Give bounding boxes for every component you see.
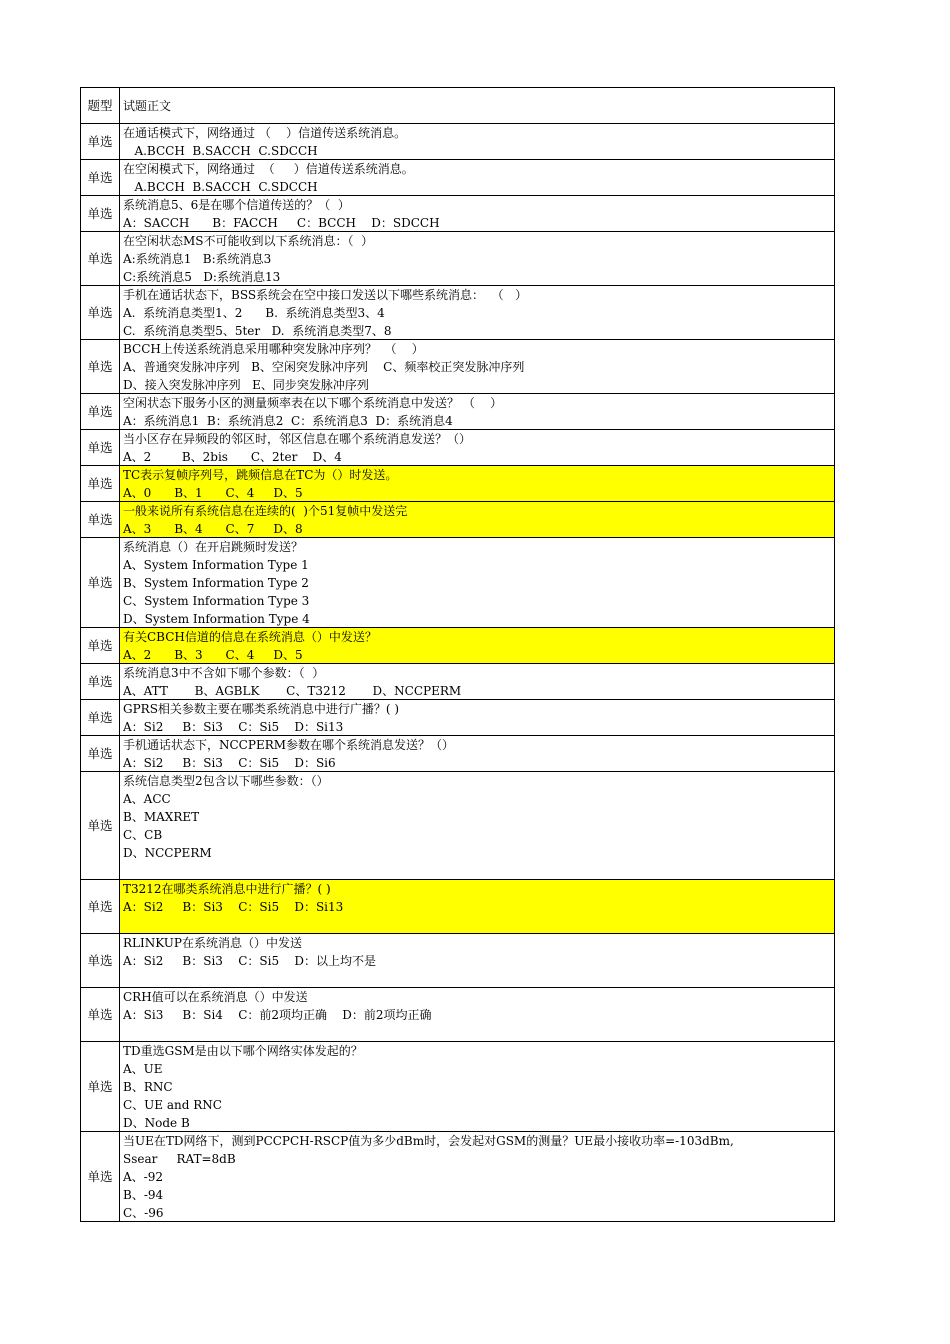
- question-option: A.BCCH B.SACCH C.SDCCH: [123, 144, 318, 158]
- question-text-cell[interactable]: [120, 502, 835, 538]
- question-option: A.BCCH B.SACCH C.SDCCH: [123, 180, 318, 194]
- question-text-cell[interactable]: [120, 160, 835, 196]
- question-text-cell[interactable]: [120, 430, 835, 466]
- question-option: B、System Information Type 2: [123, 576, 309, 590]
- question-option: A：Si2 B：Si3 C：Si5 D：Si13: [123, 720, 344, 734]
- question-stem: 当小区存在异频段的邻区时，邻区信息在哪个系统消息发送？（）: [123, 432, 472, 446]
- question-type-cell[interactable]: 单选: [81, 1132, 120, 1222]
- question-stem: 在空闲模式下，网络通过 （ ）信道传送系统消息。: [123, 162, 414, 176]
- question-text-cell[interactable]: [120, 934, 835, 988]
- question-option: A：系统消息1 B：系统消息2 C：系统消息3 D：系统消息4: [123, 414, 453, 428]
- question-option: C、UE and RNC: [123, 1098, 222, 1112]
- question-type-cell[interactable]: 单选: [81, 1042, 120, 1132]
- question-option: A、0 B、1 C、4 D、5: [123, 486, 303, 500]
- question-row: [81, 700, 835, 736]
- question-type-cell[interactable]: 单选: [81, 124, 120, 160]
- question-option: D、Node B: [123, 1116, 190, 1130]
- question-option: D、NCCPERM: [123, 846, 212, 860]
- question-type-cell[interactable]: 单选: [81, 502, 120, 538]
- question-stem: 系统消息5、6是在哪个信道传送的？（ ）: [123, 198, 350, 212]
- question-type-cell[interactable]: 单选: [81, 430, 120, 466]
- question-text-cell[interactable]: [120, 736, 835, 772]
- question-stem: 有关CBCH信道的信息在系统消息（）中发送？: [123, 630, 377, 644]
- question-row: [81, 772, 835, 880]
- question-stem: 系统消息（）在开启跳频时发送？: [123, 540, 304, 554]
- question-stem: RLINKUP在系统消息（）中发送: [123, 936, 302, 950]
- question-type-cell[interactable]: 单选: [81, 880, 120, 934]
- question-type-cell[interactable]: 单选: [81, 934, 120, 988]
- question-option: A. 系统消息类型1、2 B. 系统消息类型3、4: [123, 306, 385, 320]
- question-row: [81, 124, 835, 160]
- question-row: [81, 736, 835, 772]
- question-type-cell[interactable]: 单选: [81, 538, 120, 628]
- question-row: [81, 628, 835, 664]
- question-type-cell[interactable]: 单选: [81, 196, 120, 232]
- question-row: [81, 664, 835, 700]
- question-text-cell[interactable]: [120, 628, 835, 664]
- question-row: [81, 430, 835, 466]
- question-row: [81, 1042, 835, 1132]
- question-type-cell[interactable]: 单选: [81, 394, 120, 430]
- question-stem: TC表示复帧序列号，跳频信息在TC为（）时发送。: [123, 468, 398, 482]
- question-option: C. 系统消息类型5、5ter D. 系统消息类型7、8: [123, 324, 392, 338]
- question-row: [81, 988, 835, 1042]
- question-text-cell[interactable]: [120, 466, 835, 502]
- question-option: C:系统消息5 D:系统消息13: [123, 270, 281, 284]
- question-option: B、-94: [123, 1188, 164, 1202]
- question-text-cell[interactable]: [120, 772, 835, 880]
- question-stem: CRH值可以在系统消息（）中发送: [123, 990, 308, 1004]
- question-option: A、2 B、3 C、4 D、5: [123, 648, 303, 662]
- question-text-cell[interactable]: [120, 1042, 835, 1132]
- question-text-cell[interactable]: [120, 1132, 835, 1222]
- question-text-cell[interactable]: [120, 394, 835, 430]
- question-text-cell[interactable]: [120, 988, 835, 1042]
- question-text-cell[interactable]: [120, 196, 835, 232]
- question-stem: 空闲状态下服务小区的测量频率表在以下哪个系统消息中发送？ （ ）: [123, 396, 503, 410]
- question-stem: 手机通话状态下，NCCPERM参数在哪个系统消息发送？（）: [123, 738, 455, 752]
- question-text-cell[interactable]: [120, 286, 835, 340]
- question-option: A：SACCH B：FACCH C：BCCH D：SDCCH: [123, 216, 440, 230]
- question-stem: 当UE在TD网络下，测到PCCPCH-RSCP值为多少dBm时，会发起对GSM的测量？UE最小接收功率=-103dBm,: [123, 1134, 734, 1148]
- question-type-cell[interactable]: 单选: [81, 700, 120, 736]
- question-stem: 系统消息3中不含如下哪个参数：（ ）: [123, 666, 325, 680]
- question-option: A、-92: [123, 1170, 163, 1184]
- question-type-cell[interactable]: 单选: [81, 160, 120, 196]
- question-row: [81, 502, 835, 538]
- question-type-cell[interactable]: 单选: [81, 988, 120, 1042]
- question-text-cell[interactable]: [120, 880, 835, 934]
- question-type-cell[interactable]: 单选: [81, 340, 120, 394]
- question-option: A:系统消息1 B:系统消息3: [123, 252, 272, 266]
- question-row: [81, 1132, 835, 1222]
- question-row: [81, 394, 835, 430]
- question-type-cell[interactable]: 单选: [81, 232, 120, 286]
- question-sheet: [80, 87, 835, 1222]
- question-option: C、System Information Type 3: [123, 594, 310, 608]
- question-type-cell[interactable]: 单选: [81, 628, 120, 664]
- question-stem: 在空闲状态MS不可能收到以下系统消息：（ ）: [123, 234, 374, 248]
- header-body-cell[interactable]: 试题正文: [120, 88, 835, 124]
- question-text-cell[interactable]: [120, 340, 835, 394]
- question-stem: BCCH上传送系统消息采用哪种突发脉冲序列？ （ ）: [123, 342, 424, 356]
- question-option: A、ATT B、AGBLK C、T3212 D、NCCPERM: [123, 684, 462, 698]
- question-row: [81, 196, 835, 232]
- question-text-cell[interactable]: [120, 538, 835, 628]
- question-option: Ssear RAT=8dB: [123, 1152, 236, 1166]
- question-option: A：Si2 B：Si3 C：Si5 D：Si6: [123, 756, 336, 770]
- question-row: [81, 934, 835, 988]
- question-option: D、接入突发脉冲序列 E、同步突发脉冲序列: [123, 378, 369, 392]
- question-option: C、-96: [123, 1206, 164, 1220]
- question-option: A、ACC: [123, 792, 171, 806]
- question-text-cell[interactable]: [120, 232, 835, 286]
- question-type-cell[interactable]: 单选: [81, 736, 120, 772]
- question-option: D、System Information Type 4: [123, 612, 310, 626]
- question-row: [81, 232, 835, 286]
- question-option: A、普通突发脉冲序列 B、空闲突发脉冲序列 C、频率校正突发脉冲序列: [123, 360, 525, 374]
- question-option: A、3 B、4 C、7 D、8: [123, 522, 303, 536]
- question-option: B、MAXRET: [123, 810, 200, 824]
- question-option: A、System Information Type 1: [123, 558, 309, 572]
- question-type-cell[interactable]: 单选: [81, 664, 120, 700]
- question-type-cell[interactable]: 单选: [81, 286, 120, 340]
- question-row: [81, 286, 835, 340]
- question-stem: T3212在哪类系统消息中进行广播？( ): [123, 882, 331, 896]
- question-stem: 手机在通话状态下，BSS系统会在空中接口发送以下哪些系统消息： （ ）: [123, 288, 528, 302]
- question-row: [81, 880, 835, 934]
- header-row: [81, 88, 835, 124]
- question-type-cell[interactable]: 单选: [81, 772, 120, 880]
- question-option: B、RNC: [123, 1080, 173, 1094]
- question-option: A：Si3 B：Si4 C：前2项均正确 D：前2项均正确: [123, 1008, 432, 1022]
- question-stem: 系统信息类型2包含以下哪些参数：（）: [123, 774, 329, 788]
- question-option: A、2 B、2bis C、2ter D、4: [123, 450, 342, 464]
- question-stem: GPRS相关参数主要在哪类系统消息中进行广播？( ): [123, 702, 400, 716]
- question-option: A：Si2 B：Si3 C：Si5 D：Si13: [123, 900, 344, 914]
- question-type-cell[interactable]: 单选: [81, 466, 120, 502]
- question-text-cell[interactable]: [120, 700, 835, 736]
- question-text-cell[interactable]: [120, 664, 835, 700]
- question-row: [81, 466, 835, 502]
- question-row: [81, 160, 835, 196]
- question-row: [81, 538, 835, 628]
- question-stem: TD重选GSM是由以下哪个网络实体发起的？: [123, 1044, 363, 1058]
- question-row: [81, 340, 835, 394]
- question-option: A、UE: [123, 1062, 163, 1076]
- question-stem: 一般来说所有系统信息在连续的( )个51复帧中发送完: [123, 504, 408, 518]
- question-stem: 在通话模式下，网络通过 （ ）信道传送系统消息。: [123, 126, 407, 140]
- header-type-cell[interactable]: 题型: [81, 88, 120, 124]
- question-text-cell[interactable]: [120, 124, 835, 160]
- question-option: C、CB: [123, 828, 163, 842]
- question-option: A：Si2 B：Si3 C：Si5 D：以上均不是: [123, 954, 376, 968]
